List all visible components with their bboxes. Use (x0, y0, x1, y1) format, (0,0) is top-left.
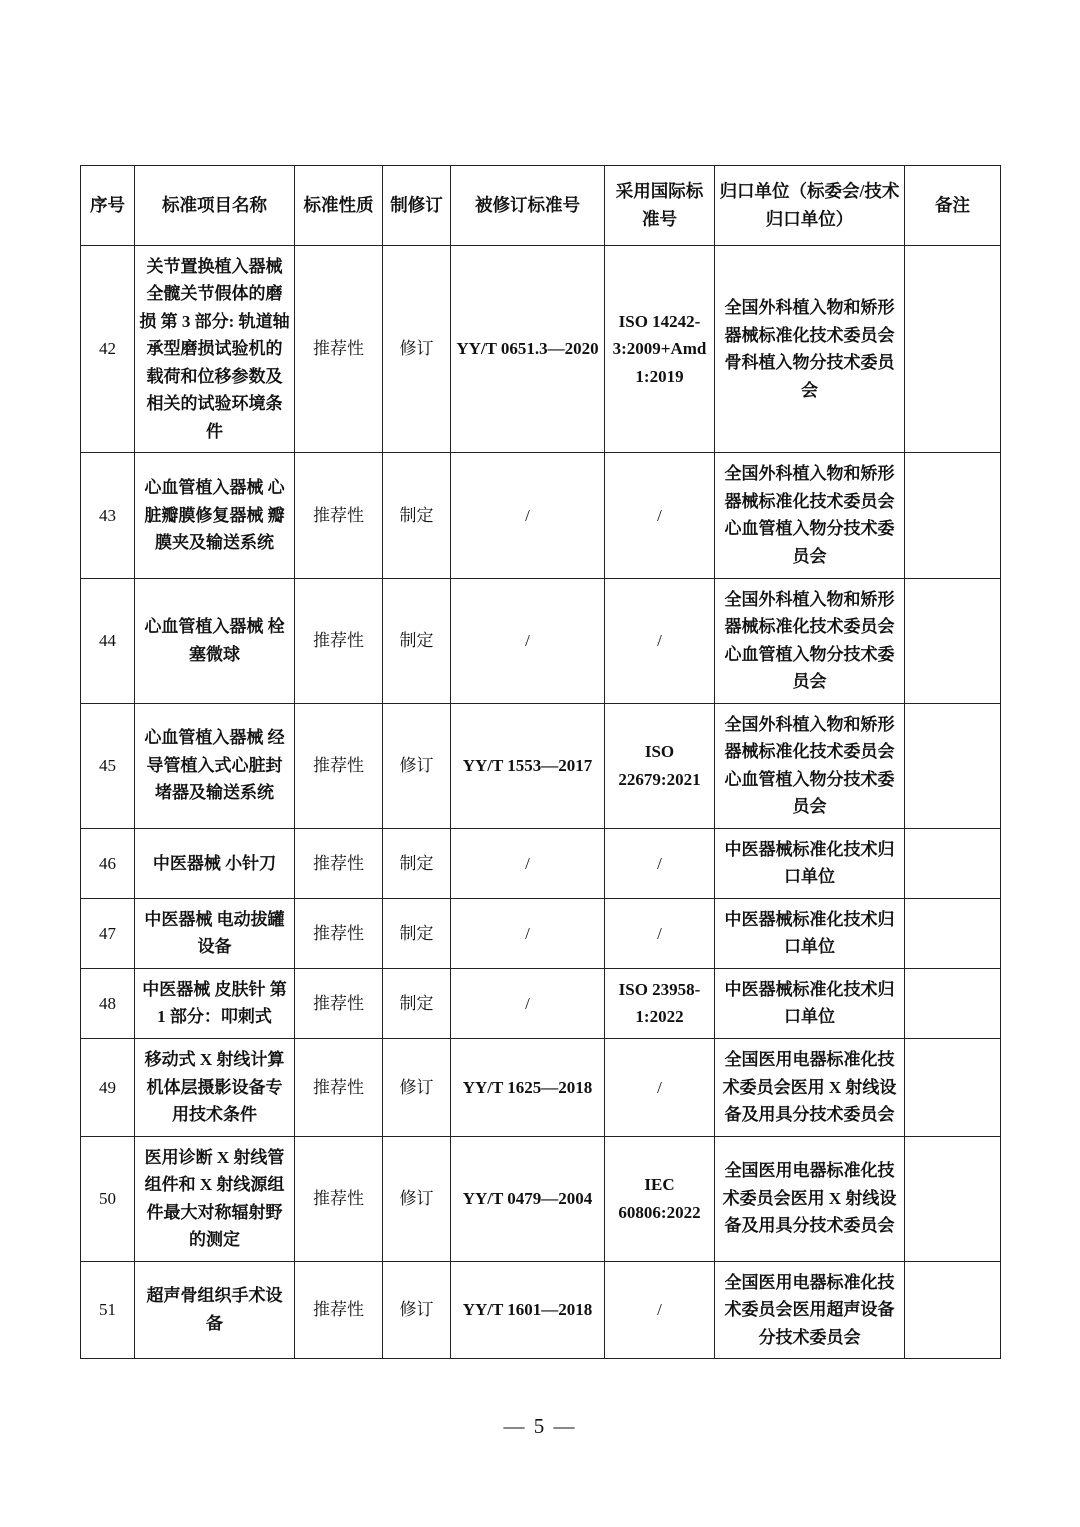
cell-remark (905, 578, 1001, 703)
cell-revised-number: YY/T 0651.3—2020 (451, 245, 605, 453)
cell-index: 50 (81, 1136, 135, 1261)
table-row (81, 898, 1001, 968)
cell-nature: 推荐性 (295, 453, 383, 578)
cell-revised-number: YY/T 1625—2018 (451, 1038, 605, 1136)
cell-revised-number: / (451, 898, 605, 968)
cell-name: 心血管植入器械 经导管植入式心脏封堵器及输送系统 (135, 703, 295, 828)
table-row (81, 1136, 1001, 1261)
cell-nature: 推荐性 (295, 968, 383, 1038)
cell-nature: 推荐性 (295, 1136, 383, 1261)
column-header-organization: 归口单位（标委会/技术归口单位） (715, 166, 905, 246)
cell-international-number: / (605, 828, 715, 898)
cell-revised-number: / (451, 453, 605, 578)
cell-type: 修订 (383, 1261, 451, 1359)
table-body (81, 245, 1001, 1359)
cell-index: 42 (81, 245, 135, 453)
table-header-row (81, 166, 1001, 246)
cell-organization: 全国外科植入物和矫形器械标准化技术委员会心血管植入物分技术委员会 (715, 703, 905, 828)
cell-revised-number: / (451, 968, 605, 1038)
page-number (0, 1414, 1080, 1439)
cell-name: 关节置换植入器械 全髋关节假体的磨损 第 3 部分: 轨道轴承型磨损试验机的载荷和位移参数及相关的试验环境条件 (135, 245, 295, 453)
cell-type: 制定 (383, 453, 451, 578)
cell-revised-number: YY/T 0479—2004 (451, 1136, 605, 1261)
cell-remark (905, 453, 1001, 578)
table-row (81, 1038, 1001, 1136)
cell-nature: 推荐性 (295, 245, 383, 453)
cell-type: 制定 (383, 968, 451, 1038)
cell-international-number: / (605, 898, 715, 968)
cell-organization: 中医器械标准化技术归口单位 (715, 898, 905, 968)
cell-international-number: / (605, 1261, 715, 1359)
cell-index: 46 (81, 828, 135, 898)
table-row (81, 578, 1001, 703)
cell-international-number: / (605, 453, 715, 578)
cell-organization: 全国医用电器标准化技术委员会医用 X 射线设备及用具分技术委员会 (715, 1038, 905, 1136)
cell-type: 修订 (383, 703, 451, 828)
cell-revised-number: / (451, 578, 605, 703)
cell-index: 47 (81, 898, 135, 968)
cell-index: 43 (81, 453, 135, 578)
cell-revised-number: YY/T 1601—2018 (451, 1261, 605, 1359)
column-header-international-number: 采用国际标准号 (605, 166, 715, 246)
table-row (81, 703, 1001, 828)
table-header (81, 166, 1001, 246)
page-number-text: — 5 — (503, 1414, 577, 1438)
column-header-remark: 备注 (905, 166, 1001, 246)
column-header-name: 标准项目名称 (135, 166, 295, 246)
cell-remark (905, 1136, 1001, 1261)
cell-index: 49 (81, 1038, 135, 1136)
table-row (81, 1261, 1001, 1359)
cell-type: 制定 (383, 578, 451, 703)
cell-organization: 中医器械标准化技术归口单位 (715, 968, 905, 1038)
cell-organization: 全国外科植入物和矫形器械标准化技术委员会心血管植入物分技术委员会 (715, 453, 905, 578)
cell-nature: 推荐性 (295, 898, 383, 968)
cell-index: 48 (81, 968, 135, 1038)
cell-name: 医用诊断 X 射线管组件和 X 射线源组件最大对称辐射野的测定 (135, 1136, 295, 1261)
cell-type: 修订 (383, 245, 451, 453)
cell-remark (905, 968, 1001, 1038)
cell-remark (905, 245, 1001, 453)
cell-type: 修订 (383, 1136, 451, 1261)
cell-index: 45 (81, 703, 135, 828)
table-row (81, 453, 1001, 578)
cell-international-number: ISO 14242-3:2009+Amd 1:2019 (605, 245, 715, 453)
cell-name: 中医器械 皮肤针 第 1 部分：叩刺式 (135, 968, 295, 1038)
cell-remark (905, 1261, 1001, 1359)
table-row (81, 245, 1001, 453)
cell-nature: 推荐性 (295, 1038, 383, 1136)
cell-international-number: / (605, 1038, 715, 1136)
cell-remark (905, 1038, 1001, 1136)
cell-international-number: ISO 23958-1:2022 (605, 968, 715, 1038)
cell-type: 修订 (383, 1038, 451, 1136)
cell-organization: 中医器械标准化技术归口单位 (715, 828, 905, 898)
cell-name: 超声骨组织手术设备 (135, 1261, 295, 1359)
column-header-index: 序号 (81, 166, 135, 246)
cell-international-number: ISO 22679:2021 (605, 703, 715, 828)
table-row (81, 968, 1001, 1038)
column-header-type: 制修订 (383, 166, 451, 246)
cell-index: 51 (81, 1261, 135, 1359)
cell-name: 心血管植入器械 心脏瓣膜修复器械 瓣膜夹及输送系统 (135, 453, 295, 578)
cell-organization: 全国外科植入物和矫形器械标准化技术委员会骨科植入物分技术委员会 (715, 245, 905, 453)
cell-name: 移动式 X 射线计算机体层摄影设备专用技术条件 (135, 1038, 295, 1136)
cell-remark (905, 898, 1001, 968)
cell-international-number: / (605, 578, 715, 703)
cell-nature: 推荐性 (295, 703, 383, 828)
cell-type: 制定 (383, 828, 451, 898)
cell-international-number: IEC 60806:2022 (605, 1136, 715, 1261)
cell-nature: 推荐性 (295, 1261, 383, 1359)
cell-remark (905, 828, 1001, 898)
column-header-nature: 标准性质 (295, 166, 383, 246)
standards-table (80, 165, 1001, 1359)
cell-organization: 全国医用电器标准化技术委员会医用超声设备分技术委员会 (715, 1261, 905, 1359)
cell-remark (905, 703, 1001, 828)
cell-nature: 推荐性 (295, 578, 383, 703)
cell-nature: 推荐性 (295, 828, 383, 898)
cell-name: 中医器械 电动拔罐设备 (135, 898, 295, 968)
cell-name: 心血管植入器械 栓塞微球 (135, 578, 295, 703)
cell-type: 制定 (383, 898, 451, 968)
cell-index: 44 (81, 578, 135, 703)
cell-organization: 全国医用电器标准化技术委员会医用 X 射线设备及用具分技术委员会 (715, 1136, 905, 1261)
cell-organization: 全国外科植入物和矫形器械标准化技术委员会心血管植入物分技术委员会 (715, 578, 905, 703)
cell-name: 中医器械 小针刀 (135, 828, 295, 898)
cell-revised-number: / (451, 828, 605, 898)
cell-revised-number: YY/T 1553—2017 (451, 703, 605, 828)
table-row (81, 828, 1001, 898)
column-header-revised-number: 被修订标准号 (451, 166, 605, 246)
